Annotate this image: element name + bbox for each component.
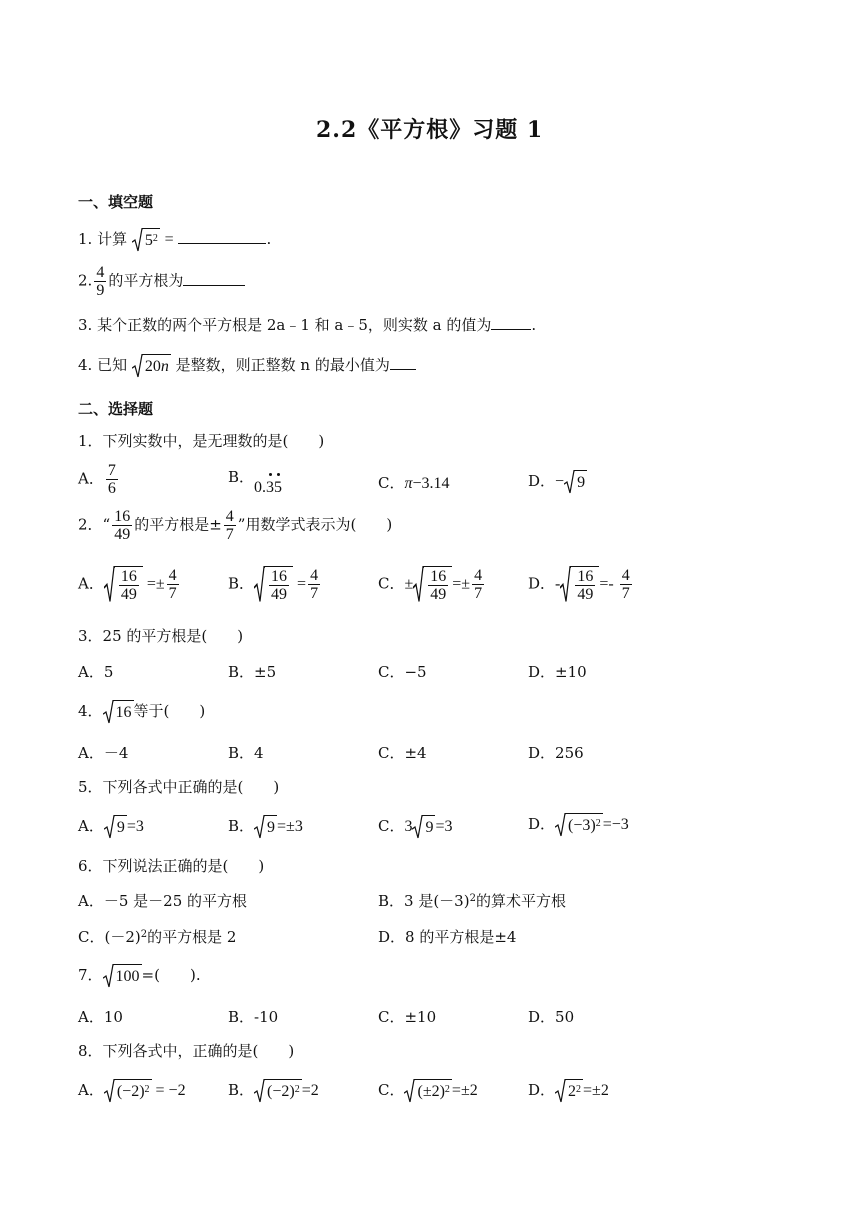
q7-option-b: B．-10	[228, 1008, 279, 1026]
q4-option-c: C．±4	[378, 744, 427, 762]
q7-option-d: D．50	[528, 1008, 575, 1026]
q1-option-d: D．− 9	[528, 470, 587, 494]
fill-question-1	[78, 228, 271, 252]
mc-question-7-stem: 7． 100 =( ).	[78, 964, 201, 988]
mc-question-2-stem: 2．“ $\frac{16}{49}$ 的平方根是± $\frac{4}{7}$ ”用数学式表示为( )	[78, 508, 393, 543]
sqrt-100: 100	[103, 964, 142, 988]
mc-question-1-stem: 1．下列实数中，是无理数的是( )	[78, 432, 325, 450]
answer-blank[interactable]	[491, 315, 531, 330]
q4-text: 是整数，则正整数 n 的最小值为	[175, 356, 390, 374]
q6-option-c: C．$(-2)^2$的平方根是 2	[78, 928, 237, 946]
q3-option-a: A．5	[78, 663, 114, 681]
q2-option-c: C．± $\frac{16}{49}$ =± $\frac{4}{7}$	[378, 567, 483, 603]
q7-option-c: C．±10	[378, 1008, 437, 1026]
q8-option-b: B． (−2) $^2$ =2	[228, 1079, 319, 1103]
answer-blank[interactable]	[178, 229, 266, 244]
q4-option-a: A．－4	[78, 744, 129, 762]
q1-option-a: A． $\frac{7}{6}$	[78, 462, 116, 497]
answer-blank[interactable]	[390, 355, 416, 370]
answer-blank[interactable]	[183, 271, 245, 286]
fraction-4-7: $\frac{4}{7}$	[225, 508, 234, 543]
q8-option-c: C． (±2) $^2$ =±2	[378, 1079, 478, 1103]
q3-text: 3. 某个正数的两个平方根是 2a﹣1 和 a﹣5，则实数 a 的值为	[78, 316, 492, 334]
q1-option-c: C．π−3.14	[378, 474, 450, 492]
repeating-decimal: 0.35	[254, 479, 282, 496]
q6-option-b: B．3 是$(-3)^2$的算术平方根	[378, 892, 566, 910]
q8-option-a: A． (−2) $^2$ = −2	[78, 1079, 186, 1103]
q7-option-a: A．10	[78, 1008, 123, 1026]
q3-option-d: D．±10	[528, 663, 587, 681]
q2-number: 2.	[78, 271, 93, 290]
mc-question-3-stem: 3．25 的平方根是( )	[78, 627, 244, 645]
sqrt-5-squared: 5 $^2$	[132, 228, 160, 252]
fraction-16-49: $\frac{16}{49}$	[114, 508, 131, 543]
section-heading-fill-in: 一、填空题	[78, 193, 154, 211]
sqrt-9: 9	[564, 470, 587, 494]
section-heading-multiple-choice: 二、选择题	[78, 400, 154, 418]
fraction-4-9: $\frac{4}{9}$	[96, 264, 105, 299]
mc-question-5-stem: 5．下列各式中正确的是( )	[78, 778, 280, 796]
q5-option-a: A． 9 =3	[78, 815, 144, 839]
q1-option-b: B．0.35	[228, 466, 282, 489]
mc-question-8-stem: 8．下列各式中，正确的是( )	[78, 1042, 295, 1060]
q5-option-c: C．3 9 =3	[378, 815, 453, 839]
q6-option-d: D．8 的平方根是±4	[378, 928, 517, 946]
q3-end: .	[531, 316, 537, 334]
mc-question-4-stem: 4． 16 等于( )	[78, 700, 205, 724]
mc-question-6-stem: 6．下列说法正确的是( )	[78, 857, 265, 875]
sqrt-16: 16	[103, 700, 134, 724]
page-title: 2.2《平方根》习题 1	[316, 117, 544, 143]
q3-option-c: C．−5	[378, 663, 427, 681]
q2-option-a: A． $\frac{16}{49}$ =± $\frac{4}{7}$	[78, 567, 177, 603]
q6-option-a: A．－5 是－25 的平方根	[78, 892, 247, 910]
q1-end: .	[266, 230, 272, 248]
q4-option-b: B．4	[228, 744, 264, 762]
q1-equals: =	[164, 231, 174, 248]
fill-question-2	[78, 264, 245, 299]
fill-question-4	[78, 354, 416, 378]
q1-prefix: 1. 计算	[78, 230, 128, 248]
q4-option-d: D．256	[528, 744, 584, 762]
q2-text: 的平方根为	[108, 271, 184, 290]
fill-question-3	[78, 314, 536, 336]
q2-option-d: D．- $\frac{16}{49}$ =- $\frac{4}{7}$	[528, 567, 630, 603]
q2-option-b: B． $\frac{16}{49}$ = $\frac{4}{7}$	[228, 567, 319, 603]
q4-prefix: 4. 已知	[78, 356, 128, 374]
q8-option-d: D． 2 $^2$ =±2	[528, 1079, 609, 1103]
q3-option-b: B．±5	[228, 663, 277, 681]
sqrt-20n: 20 n	[132, 354, 171, 378]
q5-option-b: B． 9 =±3	[228, 815, 303, 839]
fraction-7-6: $\frac{7}{6}$	[107, 462, 116, 497]
q5-option-d: D． (−3) $^2$ =−3	[528, 813, 629, 837]
